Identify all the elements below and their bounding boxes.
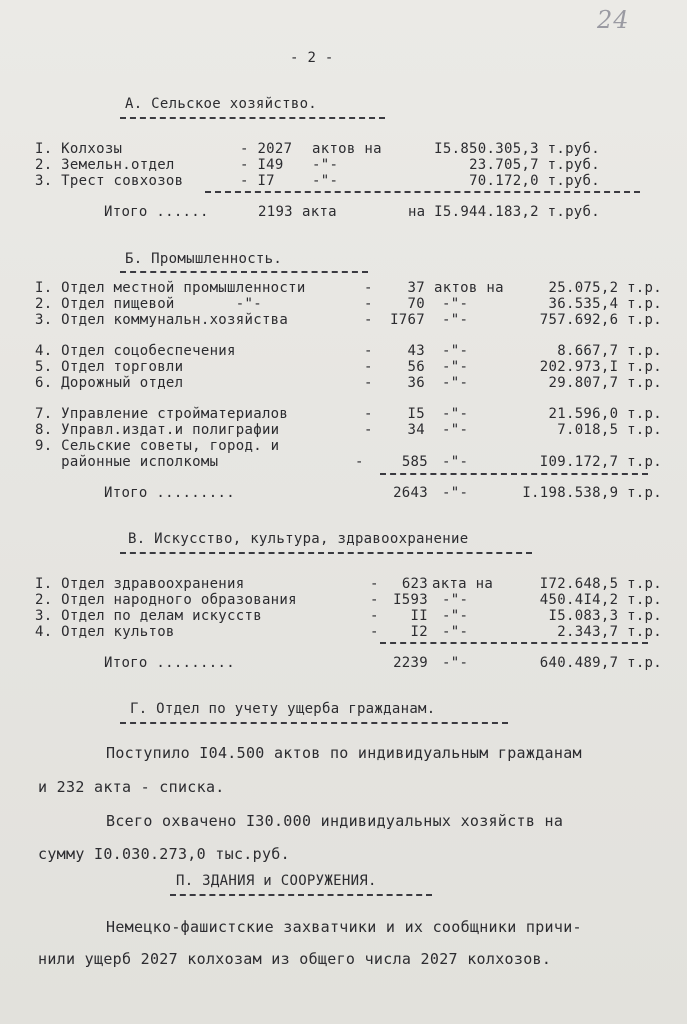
row-name: 5. Отдел торговли [35,359,184,375]
row-name: 3. Отдел коммунальн.хозяйства [35,312,289,328]
row-unit: -"- [442,375,469,391]
row-name: 3. Трест совхозов [35,173,184,189]
row-sum: 70.172,0 т.руб. [469,173,600,189]
row-unit: -"- [442,454,469,470]
section-a-underline [120,117,385,119]
total-label: Итого ......... [104,485,235,501]
total-count: 2643 [393,485,428,501]
row-count: I5 [407,406,425,422]
section-d-paragraph-1-cont: и 232 акта - списка. [38,778,225,796]
section-d-underline [120,722,508,724]
row-unit: -"- [312,157,339,173]
row-sum: 7.018,5 т.р. [557,422,662,438]
row-name: 4. Отдел соцобеспечения [35,343,236,359]
total-sum: 640.489,7 т.р. [539,655,662,671]
row-count: 623 [401,576,428,592]
row-count: 37 [407,280,425,296]
section-c-total-rule [380,642,648,644]
row-sum: 450.4I4,2 т.р. [539,592,662,608]
row-sum: I72.648,5 т.р. [539,576,662,592]
row-name: 2. Отдел народного образования [35,592,297,608]
total-unit: акта [302,204,337,220]
row-dash: - [364,296,373,312]
total-unit: -"- [442,655,469,671]
row-name: 2. Земельн.отдел [35,157,175,173]
row-unit: акта на [432,576,494,592]
row-count: I767 [390,312,425,328]
row-sum: 202.973,I т.р. [539,359,662,375]
page-number: - 2 - [290,50,334,66]
row-dash: - [370,592,379,608]
row-name-cont: районные исполкомы [35,454,219,470]
row-sum: 8.667,7 т.р. [557,343,662,359]
row-name: 7. Управление стройматериалов [35,406,289,422]
section-d-paragraph-2: Всего охвачено I30.000 индивидуальных хозяйств на [106,812,564,830]
row-sum: 29.807,7 т.р. [548,375,662,391]
row-dash: - [364,312,373,328]
total-unit: -"- [442,485,469,501]
row-name: 6. Дорожный отдел [35,375,184,391]
row-unit: -"- [442,359,469,375]
row-unit: -"- [442,312,469,328]
row-name: 9. Сельские советы, город. и [35,438,280,454]
row-sum: 23.705,7 т.руб. [469,157,600,173]
row-dash: - [364,375,373,391]
row-unit: -"- [442,422,469,438]
section-ii-underline [170,894,432,896]
row-unit: -"- [442,624,469,640]
row-dash: - [364,280,373,296]
section-d-paragraph-1: Поступило I04.500 актов по индивидуальным гражданам [106,744,582,762]
row-name: 4. Отдел культов [35,624,175,640]
row-name: I. Отдел здравоохранения [35,576,245,592]
section-b-total-rule [380,473,648,475]
section-ii-title: П. ЗДАНИЯ и СООРУЖЕНИЯ. [176,873,377,889]
row-unit: -"- [442,406,469,422]
row-dash: - [364,422,373,438]
section-ii-paragraph-cont: нили ущерб 2027 колхозам из общего числа 2027 колхозов. [38,950,552,968]
row-name: I. Колхозы [35,141,123,157]
archive-number: 24 [597,6,630,34]
row-sum: 25.075,2 т.р. [548,280,662,296]
row-unit: -"- [442,343,469,359]
row-unit: -"- [442,592,469,608]
row-unit: -"- [312,173,339,189]
row-sum: I5.850.305,3 т.руб. [434,141,600,157]
total-sum: на I5.944.183,2 т.руб. [407,204,600,220]
row-unit: -"- [442,608,469,624]
row-name: 8. Управл.издат.и полиграфии [35,422,280,438]
row-sum: I5.083,3 т.р. [548,608,662,624]
row-unit: -"- [442,296,469,312]
row-sum: 36.535,4 т.р. [548,296,662,312]
row-count: I593 [393,592,428,608]
row-dash: - [370,608,379,624]
section-c-underline [120,552,532,554]
row-dash: - [364,359,373,375]
row-dash: - [364,343,373,359]
section-ii-paragraph: Немецко-фашистские захватчики и их сообщники причи- [106,918,582,936]
row-count: - I7 [240,173,275,189]
total-count: 2239 [393,655,428,671]
row-count: 56 [407,359,425,375]
section-d-title: Г. Отдел по учету ущерба гражданам. [130,701,436,717]
row-count: II [410,608,428,624]
row-dash: - [355,454,364,470]
row-name: 3. Отдел по делам искусств [35,608,262,624]
total-label: Итого ...... [104,204,209,220]
row-dash: - [370,576,379,592]
row-name: I. Отдел местной промышленности [35,280,306,296]
row-unit: актов на [312,141,382,157]
row-count: 34 [407,422,425,438]
row-sum: 757.692,6 т.р. [539,312,662,328]
total-sum: I.198.538,9 т.р. [522,485,662,501]
row-count: 36 [407,375,425,391]
section-d-paragraph-2-cont: сумму I0.030.273,0 тыс.руб. [38,845,290,863]
section-a-title: А. Сельское хозяйство. [125,96,318,112]
section-c-title: В. Искусство, культура, здравоохранение [128,531,469,547]
row-sum: I09.172,7 т.р. [539,454,662,470]
row-count: - I49 [240,157,284,173]
row-count: 43 [407,343,425,359]
row-count: - 2027 [240,141,293,157]
total-count: 2193 [258,204,293,220]
section-a-total-rule [205,191,640,193]
row-unit: актов на [434,280,504,296]
row-count: 70 [407,296,425,312]
row-dash: - [370,624,379,640]
row-count: I2 [410,624,428,640]
section-b-title: Б. Промышленность. [125,251,283,267]
row-sum: 2.343,7 т.р. [557,624,662,640]
section-b-underline [120,271,368,273]
total-label: Итого ......... [104,655,235,671]
row-name: 2. Отдел пищевой -"- [35,296,262,312]
row-sum: 21.596,0 т.р. [548,406,662,422]
row-dash: - [364,406,373,422]
row-count: 585 [401,454,428,470]
